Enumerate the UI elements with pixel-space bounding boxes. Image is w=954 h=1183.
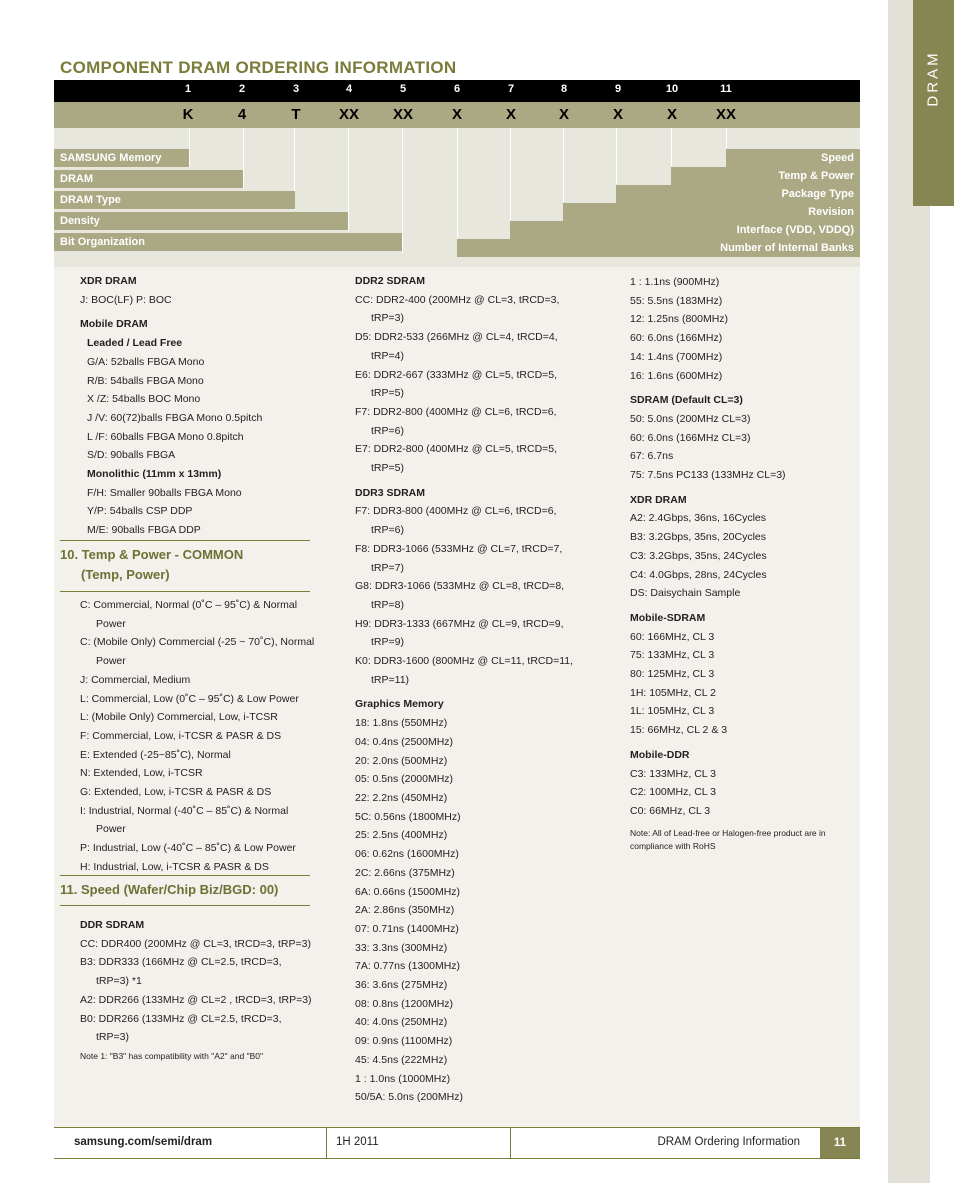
list-item: 75: 133MHz, CL 3 <box>630 649 715 662</box>
list-item: 50/5A: 5.0ns (200MHz) <box>355 1091 463 1104</box>
list-item: DS: Daisychain Sample <box>630 587 741 600</box>
section-10-heading <box>60 540 310 592</box>
list-item: 05: 0.5ns (2000MHz) <box>355 773 454 786</box>
code-letter: T <box>291 106 301 123</box>
list-item: F7: DDR3-800 (400MHz @ CL=6, tRCD=6, <box>355 505 557 518</box>
section-11-title: 11. Speed (Wafer/Chip Biz/BGD: 00) <box>60 882 279 897</box>
list-item: G: Extended, Low, i-TCSR & PASR & DS <box>80 786 272 799</box>
diagram-line <box>510 128 511 220</box>
list-item: C0: 66MHz, CL 3 <box>630 804 711 817</box>
list-item-continued: tRP=7) <box>371 561 404 574</box>
position-number: 1 <box>184 83 192 95</box>
list-item: 60: 166MHz, CL 3 <box>630 630 715 643</box>
column-2 <box>355 272 605 1107</box>
list-item: 16: 1.6ns (600MHz) <box>630 369 723 382</box>
field-label: Interface (VDD, VDDQ) <box>510 221 860 239</box>
code-letter: XX <box>338 106 359 123</box>
list-item: M/E: 90balls FBGA DDP <box>87 524 201 537</box>
list-item: 60: 6.0ns (166MHz) <box>630 332 723 345</box>
list-item: 36: 3.6ns (275MHz) <box>355 979 448 992</box>
list-item: 18: 1.8ns (550MHz) <box>355 717 448 730</box>
list-item: C3: 133MHz, CL 3 <box>630 767 716 780</box>
diagram-line <box>243 128 244 188</box>
code-letter: X <box>505 106 516 123</box>
list-item: 09: 0.9ns (1100MHz) <box>355 1035 453 1048</box>
heading-xdr-speed: XDR DRAM <box>630 493 687 506</box>
list-item: D5: DDR2-533 (266MHz @ CL=4, tRCD=4, <box>355 331 558 344</box>
list-item: I: Industrial, Normal (-40˚C – 85˚C) & Normal <box>80 804 289 817</box>
list-item: A2: 2.4Gbps, 36ns, 16Cycles <box>630 512 766 525</box>
rohs-note <box>630 827 855 853</box>
code-letter: X <box>558 106 569 123</box>
list-item: 22: 2.2ns (450MHz) <box>355 791 448 804</box>
list-item-continued: Power <box>96 823 126 836</box>
position-number: 8 <box>560 83 568 95</box>
list-item: 55: 5.5ns (183MHz) <box>630 294 723 307</box>
list-item-continued: tRP=4) <box>371 349 404 362</box>
list-item: G/A: 52balls FBGA Mono <box>87 355 205 368</box>
list-item-continued: tRP=3) *1 <box>96 975 142 988</box>
list-item: R/B: 54balls FBGA Mono <box>87 374 204 387</box>
list-item-continued: tRP=8) <box>371 598 404 611</box>
list-item: H9: DDR3-1333 (667MHz @ CL=9, tRCD=9, <box>355 617 564 630</box>
column-1-speed <box>80 916 320 1063</box>
list-item: E6: DDR2-667 (333MHz @ CL=5, tRCD=5, <box>355 368 558 381</box>
list-item: 7A: 0.77ns (1300MHz) <box>355 960 461 973</box>
section-11-heading <box>60 875 310 906</box>
heading-ddr: DDR SDRAM <box>80 919 145 931</box>
list-item: 1H: 105MHz, CL 2 <box>630 686 716 699</box>
list-item-continued: Power <box>96 617 126 630</box>
column-1-top <box>80 272 320 540</box>
diagram-line <box>671 128 672 166</box>
diagram-line <box>348 128 349 232</box>
heading-xdr: XDR DRAM <box>80 275 137 287</box>
list-item: 75: 7.5ns PC133 (133MHz CL=3) <box>630 469 786 482</box>
text-line: J: BOC(LF) P: BOC <box>80 293 172 306</box>
list-item: L: (Mobile Only) Commercial, Low, i-TCSR <box>80 711 278 724</box>
position-number: 7 <box>507 83 515 95</box>
diagram-line <box>457 128 458 238</box>
position-number: 4 <box>345 83 353 95</box>
list-item: 04: 0.4ns (2500MHz) <box>355 735 454 748</box>
list-item: C: Commercial, Normal (0˚C – 95˚C) & Normal <box>80 599 298 611</box>
column-1-temp <box>80 596 320 877</box>
position-number: 2 <box>238 83 246 95</box>
list-item: 40: 4.0ns (250MHz) <box>355 1016 448 1029</box>
field-label: Speed <box>726 149 860 167</box>
list-item: 20: 2.0ns (500MHz) <box>355 754 448 767</box>
code-letter: 4 <box>237 106 247 123</box>
field-label: Number of Internal Banks <box>457 239 860 257</box>
column-3 <box>630 273 855 853</box>
list-item: E7: DDR2-800 (400MHz @ CL=5, tRCD=5, <box>355 443 558 456</box>
position-number: 9 <box>614 83 622 95</box>
diagram-line <box>402 128 403 253</box>
code-letter: XX <box>392 106 413 123</box>
footer-divider <box>510 1128 511 1158</box>
position-number: 10 <box>665 83 679 95</box>
rohs-note-line-1: Note: All of Lead-free or Halogen-free product are in <box>630 827 826 838</box>
list-item: K0: DDR3-1600 (800MHz @ CL=11, tRCD=11, <box>355 655 574 668</box>
list-item: 2A: 2.86ns (350MHz) <box>355 904 455 917</box>
list-item: S/D: 90balls FBGA <box>87 449 176 462</box>
list-item: X /Z: 54balls BOC Mono <box>87 393 201 406</box>
list-item: B3: 3.2Gbps, 35ns, 20Cycles <box>630 531 766 544</box>
heading-ddr2: DDR2 SDRAM <box>355 275 426 287</box>
heading-mobile-sdram: Mobile-SDRAM <box>630 611 706 624</box>
list-item: 07: 0.71ns (1400MHz) <box>355 922 459 935</box>
list-item: F: Commercial, Low, i-TCSR & PASR & DS <box>80 729 282 742</box>
diagram-line <box>616 128 617 184</box>
code-letter: X <box>451 106 462 123</box>
list-item: 60: 6.0ns (166MHz CL=3) <box>630 431 751 444</box>
footer-url: samsung.com/semi/dram <box>74 1136 213 1148</box>
list-item: 2C: 2.66ns (375MHz) <box>355 866 455 879</box>
list-item-continued: tRP=3) <box>371 312 404 325</box>
list-item: J: Commercial, Medium <box>80 673 191 686</box>
list-item: 6A: 0.66ns (1500MHz) <box>355 885 461 898</box>
footer-date: 1H 2011 <box>336 1136 379 1148</box>
field-label: Density <box>54 212 348 230</box>
list-item-continued: tRP=6) <box>371 524 404 537</box>
list-item: F8: DDR3-1066 (533MHz @ CL=7, tRCD=7, <box>355 542 563 555</box>
page-title: COMPONENT DRAM ORDERING INFORMATION <box>60 58 457 77</box>
list-item: 1L: 105MHz, CL 3 <box>630 705 715 718</box>
field-label: Temp & Power <box>671 167 860 185</box>
list-item: E: Extended (-25~85˚C), Normal <box>80 748 231 761</box>
list-item: B3: DDR333 (166MHz @ CL=2.5, tRCD=3, <box>80 956 282 969</box>
heading-mobile-ddr: Mobile-DDR <box>630 748 690 761</box>
heading-ddr3: DDR3 SDRAM <box>355 486 426 499</box>
field-label: SAMSUNG Memory <box>54 149 189 167</box>
field-label: DRAM Type <box>54 191 295 209</box>
list-item: C4: 4.0Gbps, 28ns, 24Cycles <box>630 568 767 581</box>
position-number: 6 <box>453 83 461 95</box>
diagram-line <box>189 128 190 167</box>
page-footer <box>54 1127 860 1159</box>
list-item: Y/P: 54balls CSP DDP <box>87 505 193 518</box>
list-item-continued: tRP=9) <box>371 636 404 649</box>
list-item: 80: 125MHz, CL 3 <box>630 668 715 681</box>
list-item: B0: DDR266 (133MHz @ CL=2.5, tRCD=3, <box>80 1012 282 1025</box>
list-item: C3: 3.2Gbps, 35ns, 24Cycles <box>630 549 767 562</box>
heading-monolithic: Monolithic (11mm x 13mm) <box>87 468 222 481</box>
list-item: 67: 6.7ns <box>630 450 674 463</box>
list-item: L /F: 60balls FBGA Mono 0.8pitch <box>87 430 244 443</box>
footnote: Note 1: "B3" has compatibility with "A2" and "B0" <box>80 1050 263 1061</box>
list-item: 08: 0.8ns (1200MHz) <box>355 997 454 1010</box>
list-item-continued: Power <box>96 655 126 668</box>
field-label: Bit Organization <box>54 233 402 251</box>
list-item: C2: 100MHz, CL 3 <box>630 786 716 799</box>
section-10-title: 10. Temp & Power - COMMON <box>60 547 244 562</box>
heading-graphics: Graphics Memory <box>355 698 444 711</box>
list-item: 45: 4.5ns (222MHz) <box>355 1053 448 1066</box>
list-item-continued: tRP=5) <box>371 462 404 475</box>
section-10-subtitle: (Temp, Power) <box>81 567 170 582</box>
code-letter: XX <box>715 106 736 123</box>
field-label: Package Type <box>616 185 860 203</box>
position-number: 3 <box>292 83 300 95</box>
rohs-note-line-2: compliance with RoHS <box>630 840 716 851</box>
list-item-continued: tRP=6) <box>371 424 404 437</box>
list-item: P: Industrial, Low (-40˚C – 85˚C) & Low Power <box>80 842 296 855</box>
list-item: F7: DDR2-800 (400MHz @ CL=6, tRCD=6, <box>355 405 557 418</box>
code-letter: X <box>666 106 677 123</box>
code-letter: X <box>612 106 623 123</box>
list-item: N: Extended, Low, i-TCSR <box>80 767 203 780</box>
field-label: Revision <box>563 203 860 221</box>
diagram-line <box>726 128 727 148</box>
list-item: F/H: Smaller 90balls FBGA Mono <box>87 486 242 499</box>
code-letter: K <box>182 106 194 123</box>
section-tab-label <box>913 0 954 206</box>
heading-sdram: SDRAM (Default CL=3) <box>630 394 743 407</box>
list-item: A2: DDR266 (133MHz @ CL=2 , tRCD=3, tRP=3) <box>80 993 312 1006</box>
position-number: 5 <box>399 83 407 95</box>
field-label: DRAM <box>54 170 243 188</box>
heading-mobile: Mobile DRAM <box>80 318 148 331</box>
list-item: 12: 1.25ns (800MHz) <box>630 313 729 326</box>
list-item: J /V: 60(72)balls FBGA Mono 0.5pitch <box>87 411 263 424</box>
section-tab-text: DRAM <box>925 50 943 107</box>
list-item-continued: tRP=3) <box>96 1031 129 1044</box>
list-item: L: Commercial, Low (0˚C – 95˚C) & Low Power <box>80 692 299 705</box>
list-item: 33: 3.3ns (300MHz) <box>355 941 448 954</box>
list-item: 15: 66MHz, CL 2 & 3 <box>630 724 728 737</box>
list-item: 1 : 1.0ns (1000MHz) <box>355 1072 451 1085</box>
list-item: 1 : 1.1ns (900MHz) <box>630 276 720 288</box>
footer-divider <box>326 1128 327 1158</box>
list-item: 50: 5.0ns (200MHz CL=3) <box>630 412 751 425</box>
list-item: 25: 2.5ns (400MHz) <box>355 829 448 842</box>
page-number: 11 <box>820 1128 860 1158</box>
position-number: 11 <box>720 83 732 95</box>
list-item: CC: DDR2-400 (200MHz @ CL=3, tRCD=3, <box>355 293 560 306</box>
list-item: 14: 1.4ns (700MHz) <box>630 350 723 363</box>
list-item-continued: tRP=5) <box>371 387 404 400</box>
diagram-line <box>563 128 564 202</box>
list-item: 5C: 0.56ns (1800MHz) <box>355 810 461 823</box>
list-item: 06: 0.62ns (1600MHz) <box>355 848 459 861</box>
list-item: C: (Mobile Only) Commercial (-25 ~ 70˚C), Normal <box>80 636 315 649</box>
list-item: G8: DDR3-1066 (533MHz @ CL=8, tRCD=8, <box>355 580 565 593</box>
list-item: CC: DDR400 (200MHz @ CL=3, tRCD=3, tRP=3) <box>80 937 311 950</box>
list-item: H: Industrial, Low, i-TCSR & PASR & DS <box>80 860 269 873</box>
heading-leaded: Leaded / Lead Free <box>87 337 183 350</box>
list-item-continued: tRP=11) <box>371 673 410 686</box>
footer-title: DRAM Ordering Information <box>657 1136 800 1148</box>
